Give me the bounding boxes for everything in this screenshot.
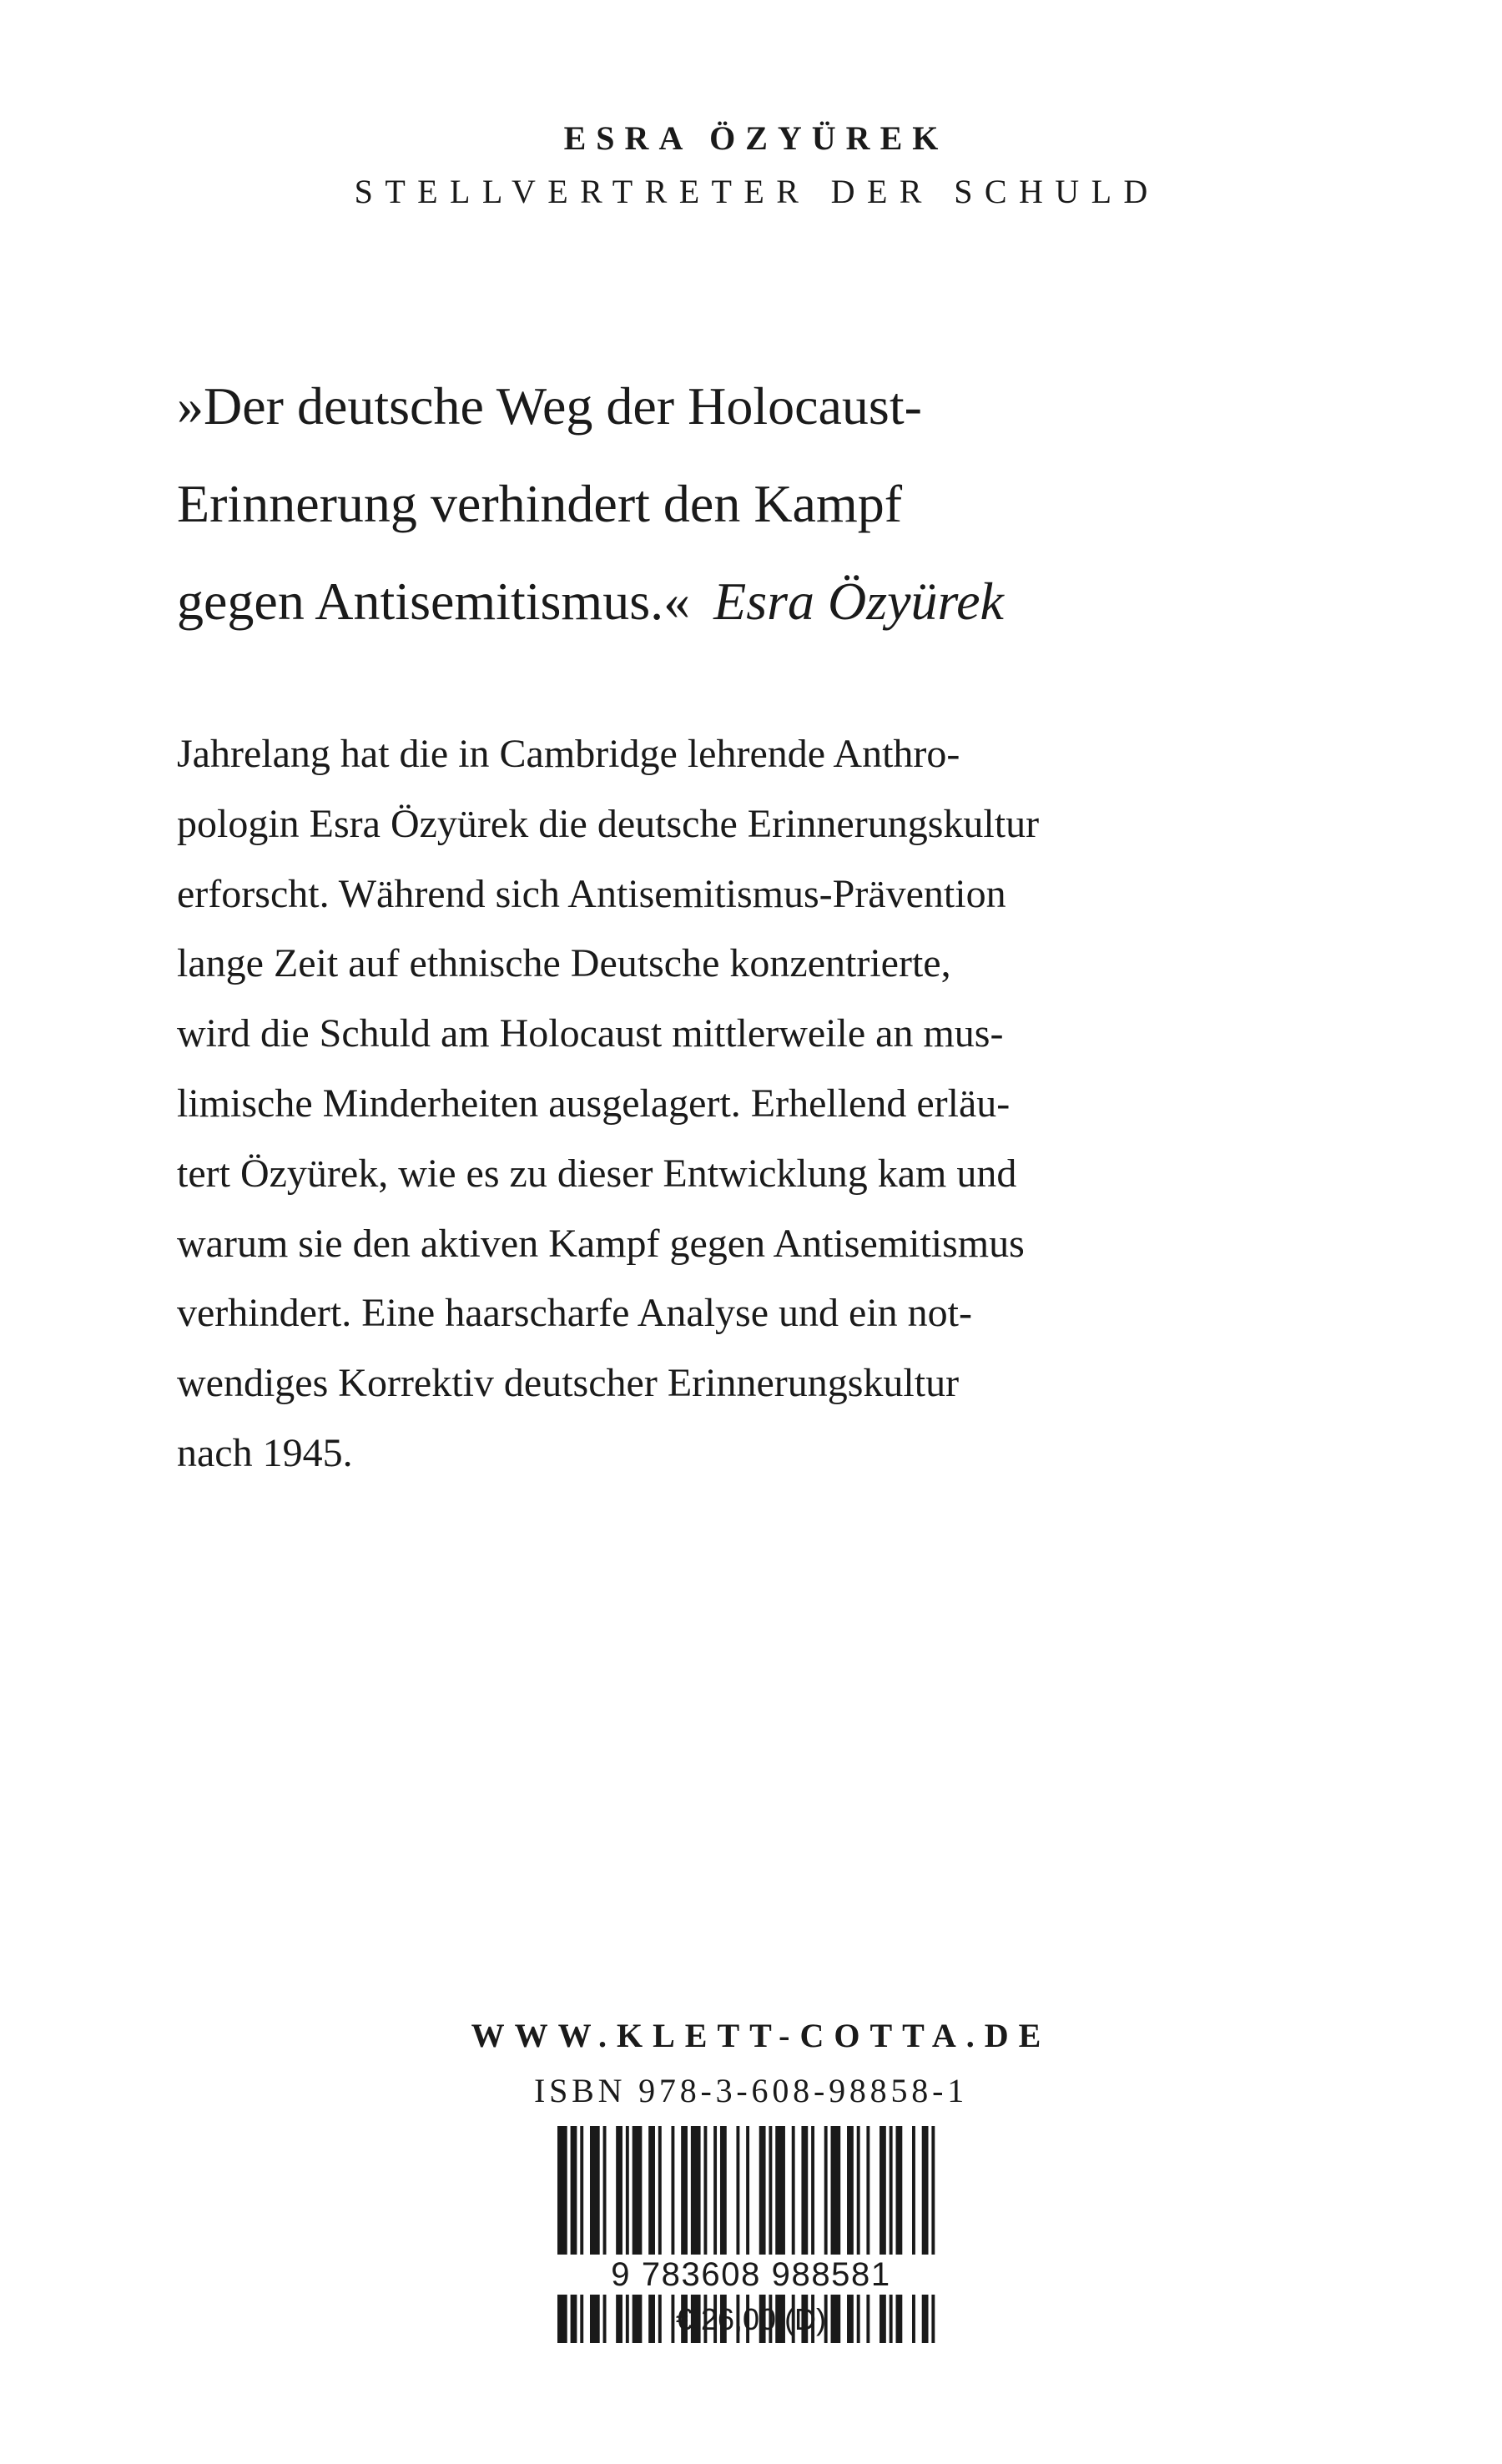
isbn-number: ISBN 978-3-608-98858-1 bbox=[533, 2072, 968, 2109]
quote-line: »Der deutsche Weg der Holocaust- bbox=[177, 376, 922, 436]
pull-quote bbox=[177, 357, 1345, 650]
quote-attribution: Esra Özyürek bbox=[713, 572, 1004, 631]
blurb-line: wird die Schuld am Holocaust mittlerweile an mus- bbox=[177, 1011, 1004, 1056]
barcode-digits: 9 783608 988581 bbox=[551, 2255, 951, 2295]
blurb-line: limische Minderheiten ausgelagert. Erhellend erläu- bbox=[177, 1081, 1011, 1126]
quote-line-text: gegen Antisemitismus.« bbox=[177, 572, 691, 631]
author-name: ESRA ÖZYÜREK bbox=[563, 119, 949, 157]
blurb-line: lange Zeit auf ethnische Deutsche konzentrierte, bbox=[177, 941, 951, 986]
price-label: € 26,00 (D) bbox=[675, 2302, 827, 2336]
cover-header bbox=[0, 115, 1502, 219]
blurb-text bbox=[177, 719, 1345, 1489]
quote-line bbox=[177, 552, 1345, 650]
blurb-line: warum sie den aktiven Kampf gegen Antisemitismus bbox=[177, 1221, 1025, 1266]
book-title: STELLVERTRETER DER SCHULD bbox=[354, 173, 1160, 210]
blurb-line: wendiges Korrektiv deutscher Erinnerungskultur bbox=[177, 1361, 960, 1406]
blurb-line: pologin Esra Özyürek die deutsche Erinnerungskultur bbox=[177, 801, 1040, 846]
quote-line: Erinnerung verhindert den Kampf bbox=[177, 474, 903, 533]
blurb-line: erforscht. Während sich Antisemitismus-Prävention bbox=[177, 871, 1006, 916]
blurb-line: Jahrelang hat die in Cambridge lehrende Anthro- bbox=[177, 732, 960, 776]
blurb-line: tert Özyürek, wie es zu dieser Entwicklung kam und bbox=[177, 1151, 1017, 1196]
blurb-line: verhindert. Eine haarscharfe Analyse und ein not- bbox=[177, 1291, 972, 1336]
blurb-line: nach 1945. bbox=[177, 1430, 353, 1475]
publisher-website[interactable]: WWW.KLETT-COTTA.DE bbox=[471, 2017, 1051, 2054]
